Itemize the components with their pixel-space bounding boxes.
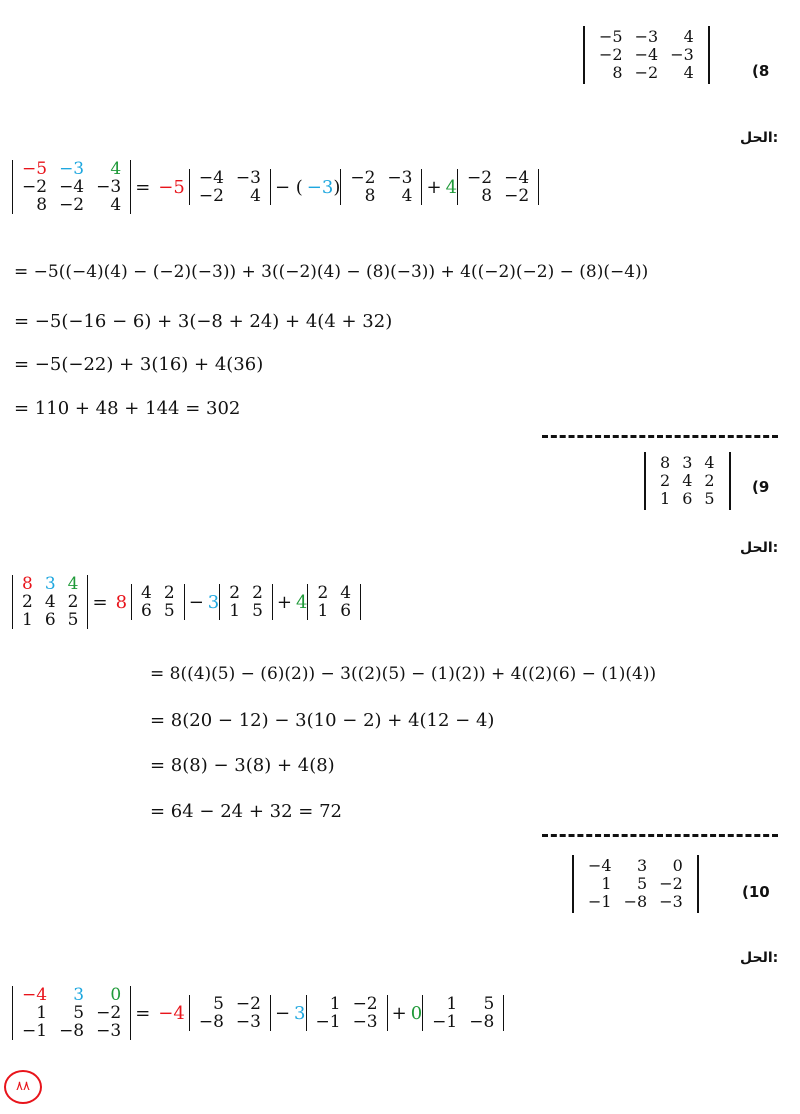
problem-10-solution-label: الحل: <box>740 950 779 966</box>
minor-1: −4 −3 −2 4 <box>189 169 271 205</box>
minor-3: −2 −4 8 −2 <box>457 169 539 205</box>
p8-step-4: = 110 + 48 + 144 = 302 <box>14 398 241 419</box>
minor-2: 2 2 1 5 <box>219 584 273 620</box>
left-determinant: −4 3 0 1 5 −2 −1 −8 −3 <box>12 986 131 1040</box>
p9-step-2: = 8(20 − 12) − 3(10 − 2) + 4(12 − 4) <box>150 710 495 731</box>
problem-9-label: (9 <box>752 478 770 496</box>
p9-step-1: = 8((4)(5) − (6)(2)) − 3((2)(5) − (1)(2)) + 4((2)(6) − (1)(4)) <box>150 664 657 684</box>
problem-9-solution-label: الحل: <box>740 540 779 556</box>
coef-2: −3 <box>306 176 334 198</box>
coef-2: 3 <box>207 591 220 613</box>
problem-8-matrix: −5 −3 4 −2 −4 −3 8 −2 4 <box>583 26 710 84</box>
problem-8-solution-label: الحل: <box>740 130 779 146</box>
problem-10-expansion: −4 3 0 1 5 −2 −1 −8 −3 = −4 5 −2 −8 −3 − 3 1 −2 −1 −3 + 0 1 5 −1 −8 <box>12 986 504 1040</box>
p9-step-4: = 64 − 24 + 32 = 72 <box>150 801 342 822</box>
problem-10-label: (10 <box>742 883 770 901</box>
p9-step-3: = 8(8) − 3(8) + 4(8) <box>150 755 335 776</box>
left-determinant: 8 3 4 2 4 2 1 6 5 <box>12 575 88 629</box>
section-divider <box>542 834 778 837</box>
problem-9-matrix: 8 3 4 2 4 2 1 6 5 <box>644 452 731 510</box>
minor-1: 4 2 6 5 <box>131 584 185 620</box>
problem-9-expansion: 8 3 4 2 4 2 1 6 5 = 8 4 2 6 5 − 3 2 2 1 5 + 4 2 4 1 6 <box>12 575 361 629</box>
p8-step-3: = −5(−22) + 3(16) + 4(36) <box>14 354 264 375</box>
coef-3: 0 <box>410 1002 423 1024</box>
p8-step-2: = −5(−16 − 6) + 3(−8 + 24) + 4(4 + 32) <box>14 311 393 332</box>
minor-3: 1 5 −1 −8 <box>422 995 504 1031</box>
problem-10-matrix: −4 3 0 1 5 −2 −1 −8 −3 <box>572 855 699 913</box>
minor-2: 1 −2 −1 −3 <box>306 995 388 1031</box>
left-determinant: −5 −3 4 −2 −4 −3 8 −2 4 <box>12 160 131 214</box>
coef-1: −4 <box>158 1002 185 1024</box>
problem-8-label: (8 <box>752 62 770 80</box>
section-divider <box>542 435 778 438</box>
coef-3: 4 <box>295 591 308 613</box>
coef-1: 8 <box>115 591 128 613</box>
coef-1: −5 <box>158 176 185 198</box>
minor-3: 2 4 1 6 <box>307 584 361 620</box>
problem-8-expansion: −5 −3 4 −2 −4 −3 8 −2 4 = −5 −4 −3 −2 4 − ( −3 ) −2 −3 8 4 + 4 −2 −4 8 −2 <box>12 160 539 214</box>
p8-step-1: = −5((−4)(4) − (−2)(−3)) + 3((−2)(4) − (8)(−3)) + 4((−2)(−2) − (8)(−4)) <box>14 262 649 282</box>
coef-3: 4 <box>445 176 458 198</box>
coef-2: 3 <box>294 1002 306 1024</box>
minor-2: −2 −3 8 4 <box>340 169 422 205</box>
page-number: ٨٨ <box>4 1070 42 1104</box>
minor-1: 5 −2 −8 −3 <box>189 995 271 1031</box>
